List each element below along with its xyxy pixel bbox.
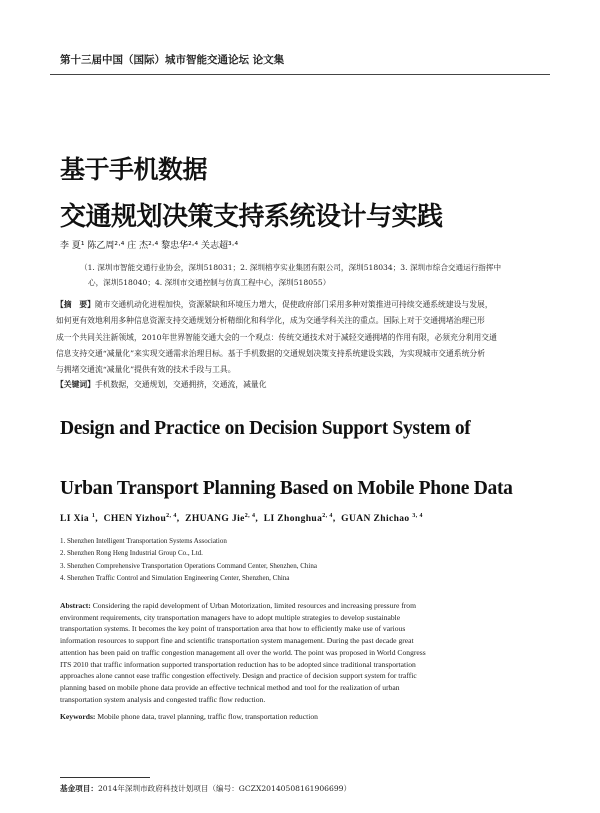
keywords-en [60,712,318,721]
title-zh-line1: 基于手机数据 [60,155,208,184]
keywords-en-label: Keywords: [60,712,96,721]
proceedings-header: 第十三届中国（国际）城市智能交通论坛 论文集 [60,54,285,66]
keywords-zh-text: 手机数据，交通规划，交通拥挤，交通流，减量化 [94,380,267,389]
abstract-en-line: planning based on mobile phone data provide an effective technical method and tool for the realization of urban [60,682,400,692]
abstract-zh-line: 信息支持交通“减量化”来实现交通需求治理目标。基于手机数据的交通规划决策支持系统建设实践，为实现城市交通系统分析 [56,348,485,358]
funding-footnote [60,783,351,794]
footnote-label: 基金项目： [60,784,98,793]
abstract-zh-line: 如何更有效地利用多种信息资源支持交通规划分析精细化和科学化，成为交通学科关注的重点。国际上对于交通拥堵治理已形 [56,316,485,326]
abstract-en-line: Considering the rapid development of Urban Motorization, limited resources and increasing pressure from [92,601,416,610]
footnote-divider [60,777,150,778]
abstract-en [60,600,550,705]
author-en: CHEN Yizhou$^{2, 4}$ [103,513,177,525]
abstract-zh [56,297,550,378]
title-zh-line2: 交通规划决策支持系统设计与实践 [60,202,443,232]
footnote-text: 2014年深圳市政府科技计划项目（编号：GCZX20140508161906699） [97,784,352,793]
title-en-line2: Urban Transport Planning Based on Mobile Phone Data [60,478,513,499]
abstract-en-line: ITS 2010 that traffic information supported transportation reduction has to be adopted since traditional transportation [60,659,416,669]
affiliation-en-line: 1. Shenzhen Intelligent Transportation Systems Association [60,537,227,545]
author-en: ZHUANG Jie$^{2, 4}$ [185,513,256,525]
header-divider [50,74,550,75]
affiliation-en-line: 2. Shenzhen Rong Heng Industrial Group Co., Ltd. [60,549,203,558]
abstract-zh-line: 与拥堵交通流“减量化”提供有效的技术手段与工具。 [56,365,236,375]
title-en-line1: Design and Practice on Decision Support System of [60,418,471,439]
abstract-en-line: approaches alone cannot ease traffic congestion effectively. Design and practice of decision support system for traffic [60,671,417,681]
authors-en: LI Xia $^1$, CHEN Yizhou$^{2, 4}$, ZHUANG Jie$^{2, 4}$, LI Zhonghua$^{2, 4}$, GUAN Zhichao $^{3, 4}$ [60,513,423,525]
affiliations-zh [80,260,560,290]
affiliation-en-line: 4. Shenzhen Traffic Control and Simulation Engineering Center, Shenzhen, China [60,573,290,582]
keywords-en-text: Mobile phone data, travel planning, traffic flow, transportation reduction [97,712,318,721]
keywords-zh-label: 【关键词】 [56,380,95,389]
author-en: GUAN Zhichao $^{3, 4}$ [341,513,423,525]
abstract-zh-line: 成一个共同关注新领域，2010年世界智能交通大会的一个观点：传统交通技术对于减轻交通拥堵的作用有限，必须充分利用交通 [56,332,497,342]
affiliations-en [60,535,540,584]
abstract-en-line: transportation system analysis and congested traffic flow reduction. [60,694,266,704]
abstract-en-line: environment requirements, city transportation managers have to adopt multiple strategies to develop sustainable [60,612,401,622]
affiliation-zh-line: （1. 深圳市智能交通行业协会，深圳518031；2. 深圳榕亨实业集团有限公司，深圳518034；3. 深圳市综合交通运行指挥中 [80,263,502,272]
author-en: LI Xia $^1$ [60,513,96,525]
keywords-zh [56,379,267,390]
authors-zh: 李 夏¹ 陈乙周²·⁴ 庄 杰²·⁴ 黎忠华²·⁴ 关志超³·⁴ [60,241,239,251]
abstract-en-line: attention has been paid on traffic congestion management all over the world. The point was proposed in World Congress [60,647,426,657]
abstract-en-label: Abstract: [60,601,91,610]
author-en: LI Zhonghua$^{2, 4}$ [263,513,333,525]
abstract-zh-line: 随市交通机动化进程加快，资源紧缺和环境压力增大，促使政府部门采用多种对策推进可持续交通系统建设与发展， [94,300,493,309]
abstract-en-line: transportation systems. It becomes the key point of transportation area that how to efficiently make use of various [60,624,406,634]
abstract-en-line: information resources to support fine and scientific transportation system management. During the past decade great [60,636,414,646]
affiliation-zh-line: 心，深圳518040；4. 深圳市交通控制与仿真工程中心，深圳518055） [88,278,331,287]
affiliation-en-line: 3. Shenzhen Comprehensive Transportation Operations Command Center, Shenzhen, China [60,561,317,570]
abstract-zh-label: 【摘 要】 [56,300,95,309]
